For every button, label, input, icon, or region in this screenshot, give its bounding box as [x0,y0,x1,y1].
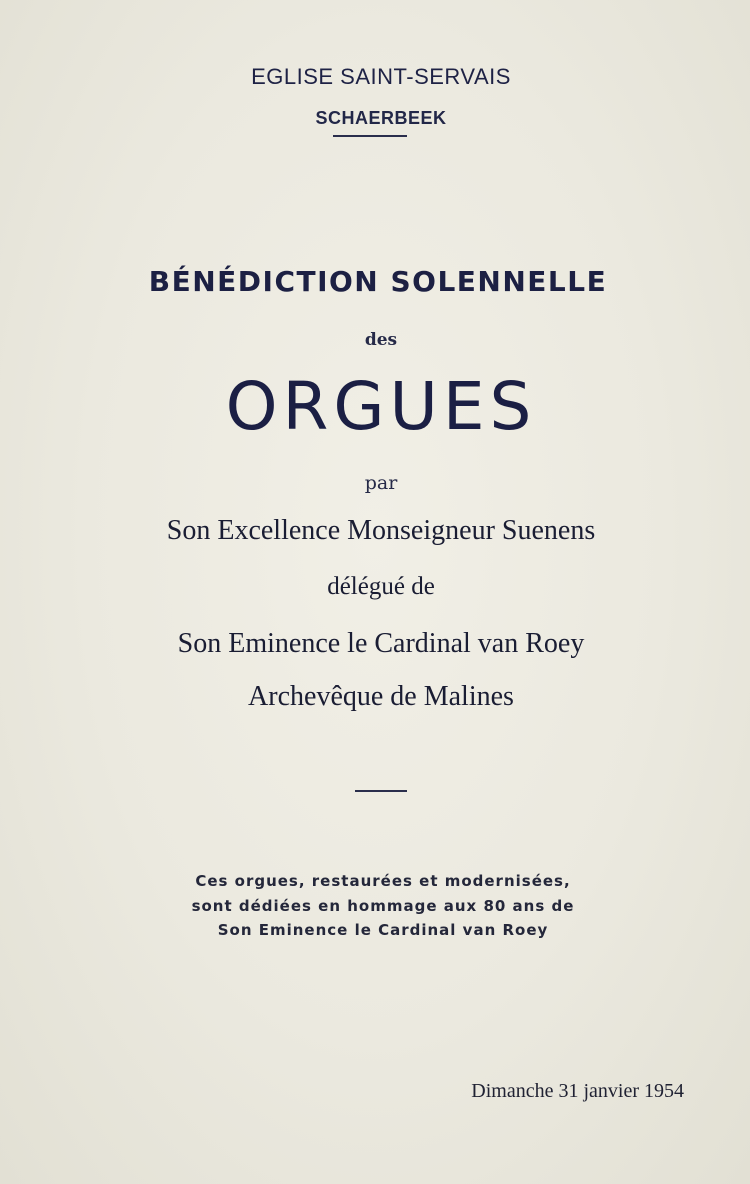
officiant-line-4: Archevêque de Malines [248,681,514,712]
dedication-line-3: Son Eminence le Cardinal van Roey [217,921,549,939]
officiant-line-3: Son Eminence le Cardinal van Roey [177,628,585,659]
town-name: SCHAERBEEK [315,108,447,128]
officiant-line-1: Son Excellence Monseigneur Suenens [166,515,596,546]
dedication-line-2: sont dédiées en hommage aux 80 ans de [191,897,575,915]
officiant-line-2: délégué de [327,573,435,600]
main-title-orgues: ORGUES [225,368,537,445]
event-date: Dimanche 31 janvier 1954 [471,1080,684,1102]
ceremony-title: BÉNÉDICTION SOLENNELLE [148,265,608,298]
church-name: EGLISE SAINT-SERVAIS [251,64,511,89]
title-connector-des: des [364,330,398,350]
header-divider [333,135,407,137]
section-divider [355,790,407,792]
title-connector-par: par [364,472,398,494]
dedication-line-1: Ces orgues, restaurées et modernisées, [195,872,571,890]
